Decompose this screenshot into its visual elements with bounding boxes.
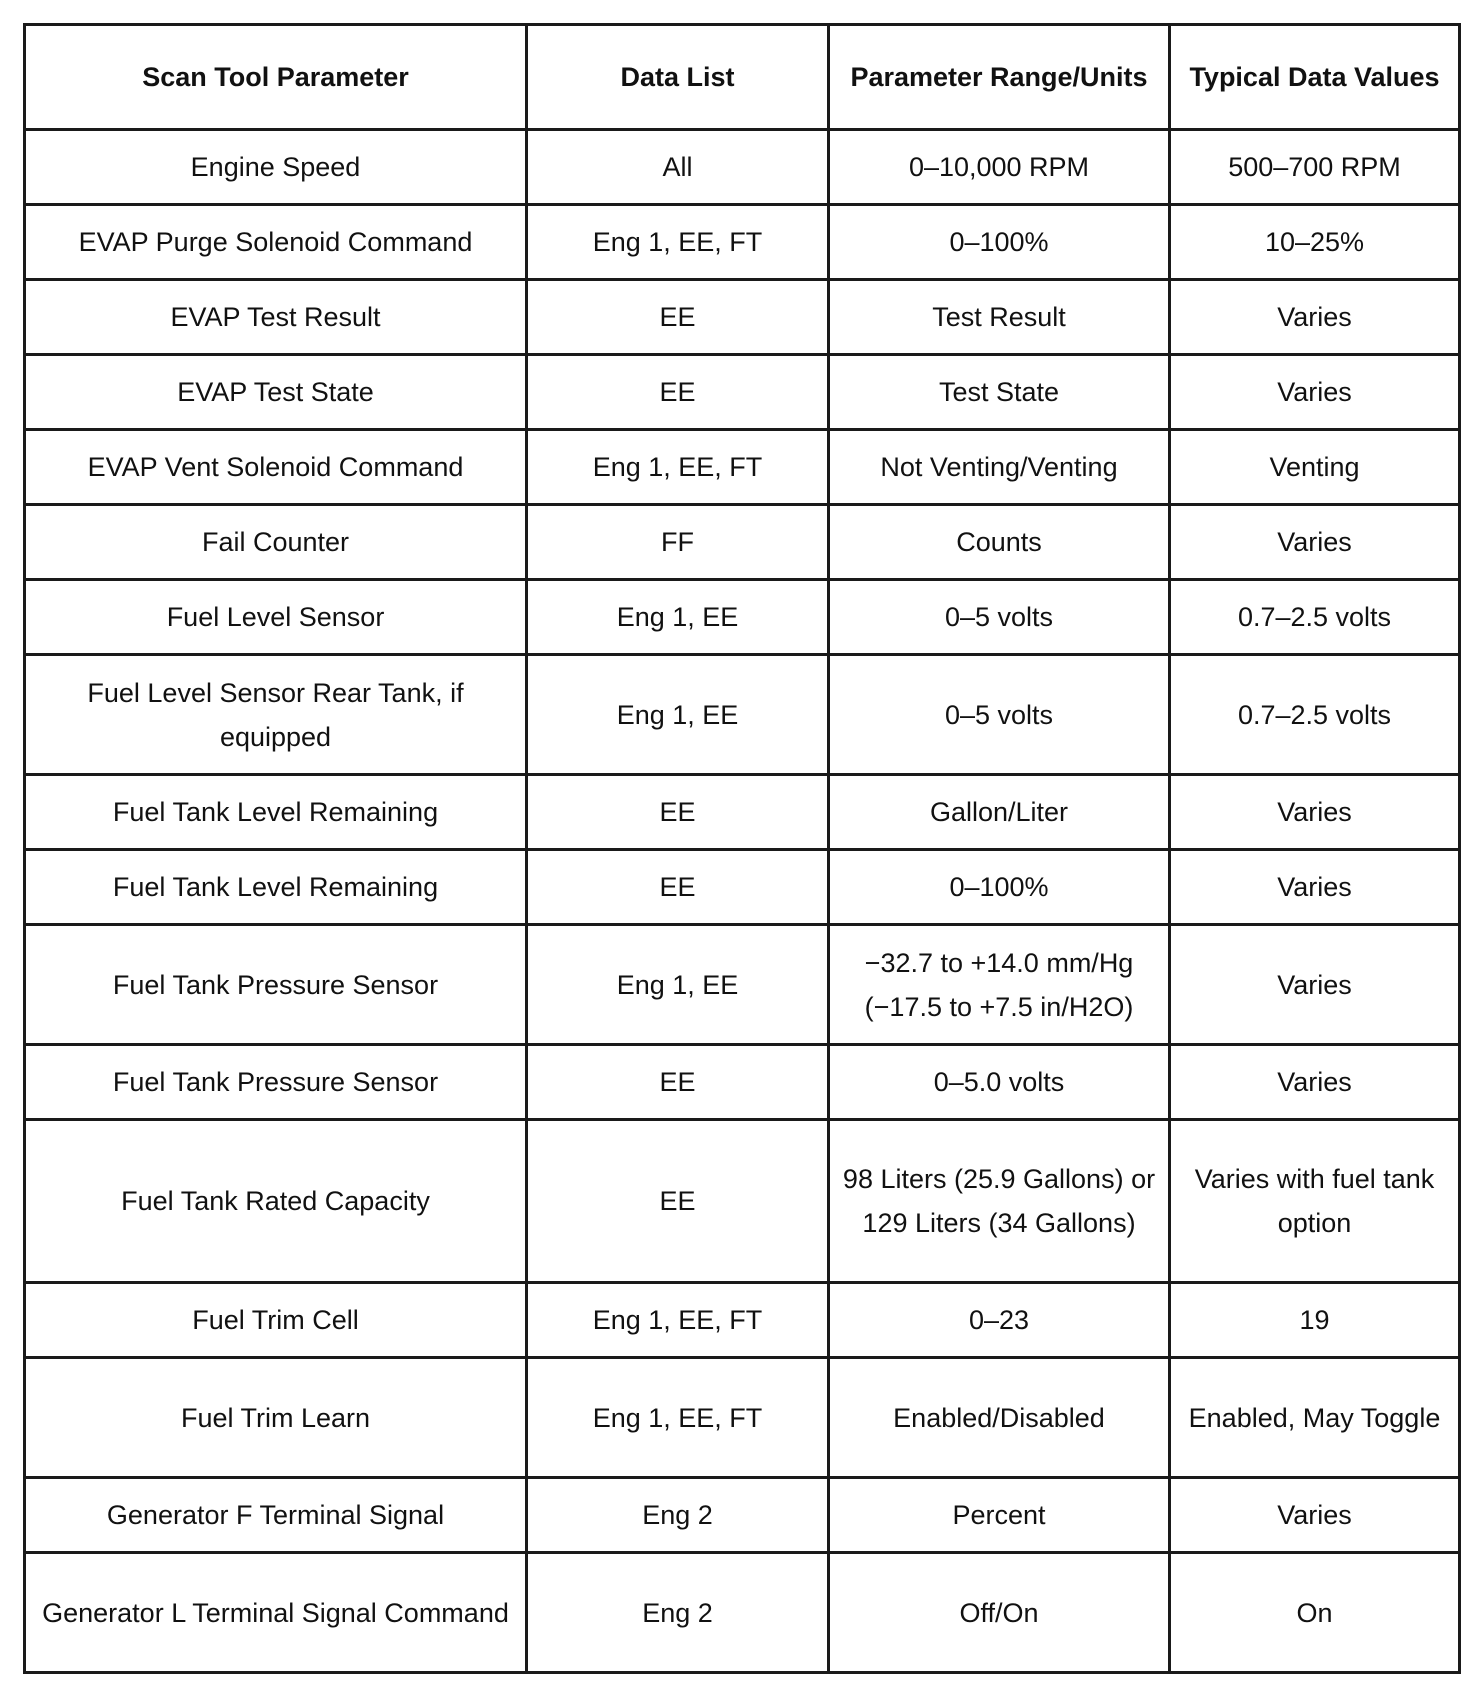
cell-data-list: Eng 1, EE, FT <box>527 1283 829 1358</box>
cell-typical-value: Varies <box>1170 925 1460 1045</box>
table-row <box>25 655 1460 775</box>
cell-range-units: Counts <box>829 505 1170 580</box>
table-row <box>25 1120 1460 1283</box>
cell-range-units: Enabled/Disabled <box>829 1358 1170 1478</box>
table-row <box>25 1045 1460 1120</box>
table-row <box>25 925 1460 1045</box>
cell-data-list: Eng 1, EE, FT <box>527 205 829 280</box>
cell-data-list: Eng 1, EE <box>527 580 829 655</box>
cell-typical-value: Varies with fuel tank option <box>1170 1120 1460 1283</box>
cell-parameter: Fuel Tank Level Remaining <box>25 850 527 925</box>
cell-data-list: EE <box>527 355 829 430</box>
table-row <box>25 355 1460 430</box>
table-row <box>25 850 1460 925</box>
cell-range-units: 0–10,000 RPM <box>829 130 1170 205</box>
cell-data-list: Eng 2 <box>527 1478 829 1553</box>
cell-typical-value: Varies <box>1170 1478 1460 1553</box>
header-scan-tool-parameter: Scan Tool Parameter <box>25 25 527 130</box>
cell-parameter: EVAP Test State <box>25 355 527 430</box>
cell-data-list: Eng 1, EE, FT <box>527 430 829 505</box>
cell-typical-value: 19 <box>1170 1283 1460 1358</box>
table-row <box>25 205 1460 280</box>
cell-parameter: Fuel Tank Level Remaining <box>25 775 527 850</box>
table-row <box>25 430 1460 505</box>
table-row <box>25 1553 1460 1673</box>
scan-tool-parameter-table <box>23 23 1461 1674</box>
cell-typical-value: Varies <box>1170 1045 1460 1120</box>
cell-parameter: Fuel Trim Learn <box>25 1358 527 1478</box>
cell-parameter: Generator L Terminal Signal Command <box>25 1553 527 1673</box>
cell-parameter: Engine Speed <box>25 130 527 205</box>
cell-range-units: 0–5 volts <box>829 580 1170 655</box>
cell-range-units: −32.7 to +14.0 mm/Hg (−17.5 to +7.5 in/H2O) <box>829 925 1170 1045</box>
cell-range-units: 0–5 volts <box>829 655 1170 775</box>
cell-range-units: Test State <box>829 355 1170 430</box>
cell-data-list: Eng 2 <box>527 1553 829 1673</box>
cell-typical-value: Varies <box>1170 775 1460 850</box>
spec-sheet <box>23 23 1461 1674</box>
cell-typical-value: Venting <box>1170 430 1460 505</box>
cell-typical-value: Enabled, May Toggle <box>1170 1358 1460 1478</box>
header-data-list: Data List <box>527 25 829 130</box>
cell-range-units: 98 Liters (25.9 Gallons) or 129 Liters (34 Gallons) <box>829 1120 1170 1283</box>
cell-range-units: 0–23 <box>829 1283 1170 1358</box>
cell-typical-value: 10–25% <box>1170 205 1460 280</box>
cell-typical-value: Varies <box>1170 355 1460 430</box>
header-parameter-range-units: Parameter Range/Units <box>829 25 1170 130</box>
table-row <box>25 1478 1460 1553</box>
cell-range-units: Test Result <box>829 280 1170 355</box>
table-row <box>25 775 1460 850</box>
cell-typical-value: 500–700 RPM <box>1170 130 1460 205</box>
cell-range-units: Gallon/Liter <box>829 775 1170 850</box>
cell-range-units: Not Venting/Venting <box>829 430 1170 505</box>
cell-parameter: EVAP Purge Solenoid Command <box>25 205 527 280</box>
table-row <box>25 1358 1460 1478</box>
table-row <box>25 130 1460 205</box>
cell-typical-value: Varies <box>1170 280 1460 355</box>
cell-data-list: EE <box>527 850 829 925</box>
cell-range-units: Percent <box>829 1478 1170 1553</box>
cell-data-list: Eng 1, EE <box>527 655 829 775</box>
cell-range-units: 0–100% <box>829 850 1170 925</box>
cell-typical-value: Varies <box>1170 505 1460 580</box>
cell-data-list: EE <box>527 1120 829 1283</box>
cell-parameter: EVAP Vent Solenoid Command <box>25 430 527 505</box>
cell-parameter: Generator F Terminal Signal <box>25 1478 527 1553</box>
cell-data-list: Eng 1, EE <box>527 925 829 1045</box>
cell-range-units: 0–100% <box>829 205 1170 280</box>
cell-parameter: Fuel Tank Pressure Sensor <box>25 1045 527 1120</box>
cell-parameter: Fuel Tank Pressure Sensor <box>25 925 527 1045</box>
cell-data-list: FF <box>527 505 829 580</box>
table-header-row <box>25 25 1460 130</box>
cell-data-list: Eng 1, EE, FT <box>527 1358 829 1478</box>
cell-typical-value: 0.7–2.5 volts <box>1170 580 1460 655</box>
table-row <box>25 1283 1460 1358</box>
cell-range-units: 0–5.0 volts <box>829 1045 1170 1120</box>
cell-data-list: EE <box>527 1045 829 1120</box>
table-row <box>25 580 1460 655</box>
cell-data-list: EE <box>527 280 829 355</box>
table-row <box>25 505 1460 580</box>
cell-parameter: Fuel Level Sensor <box>25 580 527 655</box>
header-typical-data-values: Typical Data Values <box>1170 25 1460 130</box>
cell-data-list: All <box>527 130 829 205</box>
cell-parameter: Fuel Level Sensor Rear Tank, if equipped <box>25 655 527 775</box>
cell-data-list: EE <box>527 775 829 850</box>
cell-typical-value: Varies <box>1170 850 1460 925</box>
cell-parameter: EVAP Test Result <box>25 280 527 355</box>
cell-parameter: Fail Counter <box>25 505 527 580</box>
table-row <box>25 280 1460 355</box>
cell-typical-value: On <box>1170 1553 1460 1673</box>
cell-parameter: Fuel Trim Cell <box>25 1283 527 1358</box>
cell-parameter: Fuel Tank Rated Capacity <box>25 1120 527 1283</box>
cell-range-units: Off/On <box>829 1553 1170 1673</box>
cell-typical-value: 0.7–2.5 volts <box>1170 655 1460 775</box>
